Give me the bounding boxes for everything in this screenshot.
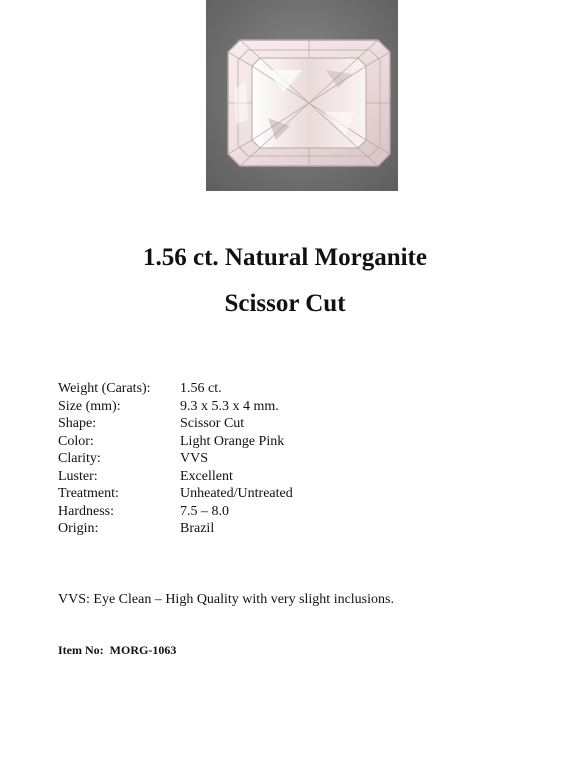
item-number <box>58 642 176 658</box>
spec-value: Brazil <box>180 521 215 536</box>
spec-label: Luster: <box>58 468 98 484</box>
spec-label: Size (mm): <box>58 398 121 414</box>
spec-value: 7.5 – 8.0 <box>180 503 229 519</box>
clarity-note: VVS: Eye Clean – High Quality with very slight inclusions. <box>58 592 394 607</box>
product-subtitle: Scissor Cut <box>224 290 346 317</box>
item-number-label: Item No: <box>58 643 104 657</box>
spec-value: 1.56 ct. <box>180 381 222 396</box>
spec-row-origin <box>58 520 458 538</box>
morganite-gem-image <box>206 0 398 191</box>
spec-value: Excellent <box>180 468 233 484</box>
item-number-value: MORG-1063 <box>109 643 177 657</box>
spec-label: Clarity: <box>58 451 101 466</box>
spec-label: Weight (Carats): <box>58 381 151 396</box>
spec-value: VVS <box>180 451 209 466</box>
spec-row-shape <box>58 415 458 433</box>
specifications-list <box>58 380 458 538</box>
spec-label: Origin: <box>58 521 99 536</box>
product-title: 1.56 ct. Natural Morganite <box>143 244 427 271</box>
spec-label: Color: <box>58 433 94 449</box>
spec-row-color <box>58 433 458 451</box>
spec-row-hardness <box>58 503 458 521</box>
spec-row-size <box>58 398 458 416</box>
spec-label: Shape: <box>58 416 97 431</box>
spec-value: Scissor Cut <box>180 416 245 431</box>
spec-row-clarity <box>58 450 458 468</box>
spec-row-luster <box>58 468 458 486</box>
spec-value: Light Orange Pink <box>180 433 285 449</box>
spec-label: Hardness: <box>58 503 114 519</box>
spec-value: Unheated/Untreated <box>180 486 293 501</box>
spec-row-weight <box>58 380 458 398</box>
gemstone-photo <box>206 0 398 191</box>
spec-row-treatment <box>58 485 458 503</box>
spec-label: Treatment: <box>58 486 119 501</box>
spec-value: 9.3 x 5.3 x 4 mm. <box>180 398 279 414</box>
